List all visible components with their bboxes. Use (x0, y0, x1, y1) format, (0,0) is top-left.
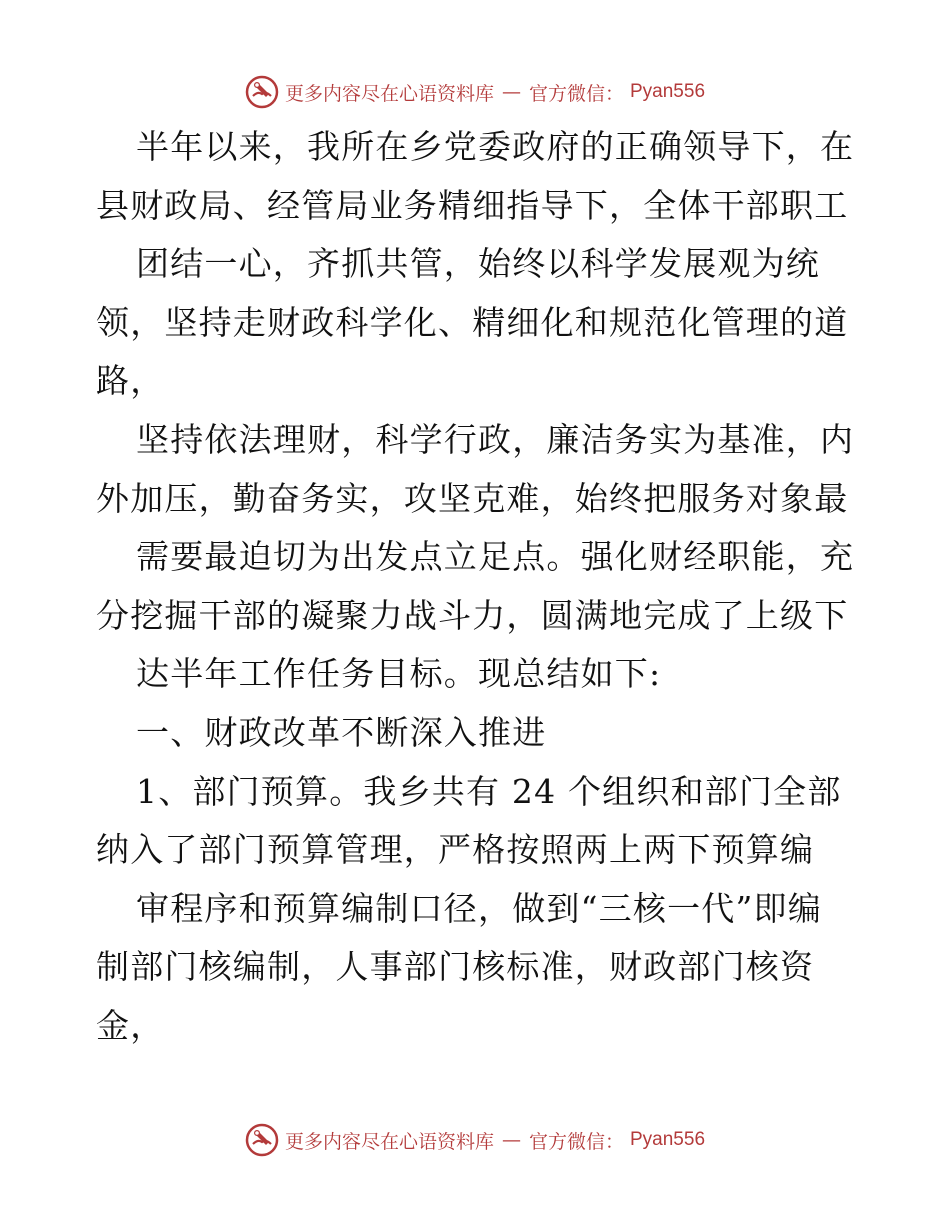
text-line: 路， (96, 361, 165, 401)
text-line: 制部门核编制，人事部门核标准，财政部门核资 (96, 947, 815, 987)
text-line: 达半年工作任务目标。现总结如下: (136, 654, 662, 694)
watermark-official-label: 官方微信： (528, 1130, 624, 1153)
watermark-text: 更多内容尽在心语资料库 (284, 1130, 494, 1153)
text-line: 县财政局、经管局业务精细指导下，全体干部职工 (96, 185, 849, 225)
book-pen-icon (245, 1123, 279, 1157)
text-line: 纳入了部门预算管理，严格按照两上两下预算编 (96, 830, 815, 870)
watermark-header (0, 72, 950, 112)
text-line: 需要最迫切为出发点立足点。强化财经职能，充 (136, 537, 855, 577)
text-line: 半年以来，我所在乡党委政府的正确领导下，在 (136, 127, 855, 166)
text-line: 1、部门预算。我乡共有 24 个组织和部门全部 (136, 771, 842, 811)
watermark-footer (0, 1120, 950, 1160)
text-line: 团结一心，齐抓共管，始终以科学发展观为统 (136, 244, 820, 284)
section-heading: 一、财政改革不断深入推进 (136, 712, 547, 752)
watermark-official-label: 官方微信： (528, 82, 624, 105)
text-line: 金， (96, 1005, 165, 1045)
watermark-text: 更多内容尽在心语资料库 (284, 82, 494, 105)
watermark-separator: — (501, 1129, 521, 1151)
text-line: 坚持依法理财，科学行政，廉洁务实为基准，内 (136, 419, 855, 459)
watermark-handle: Pyan556 (630, 81, 706, 102)
document-body (96, 118, 856, 1056)
watermark-separator: — (501, 81, 521, 103)
text-line: 外加压，勤奋务实，攻坚克难，始终把服务对象最 (96, 478, 849, 518)
text-line: 审程序和预算编制口径，做到“三核一代”即编 (136, 888, 822, 928)
text-line: 分挖掘干部的凝聚力战斗力，圆满地完成了上级下 (96, 595, 849, 635)
text-line: 领，坚持走财政科学化、精细化和规范化管理的道 (96, 302, 849, 342)
book-pen-icon (245, 75, 279, 109)
watermark-handle: Pyan556 (630, 1129, 706, 1150)
